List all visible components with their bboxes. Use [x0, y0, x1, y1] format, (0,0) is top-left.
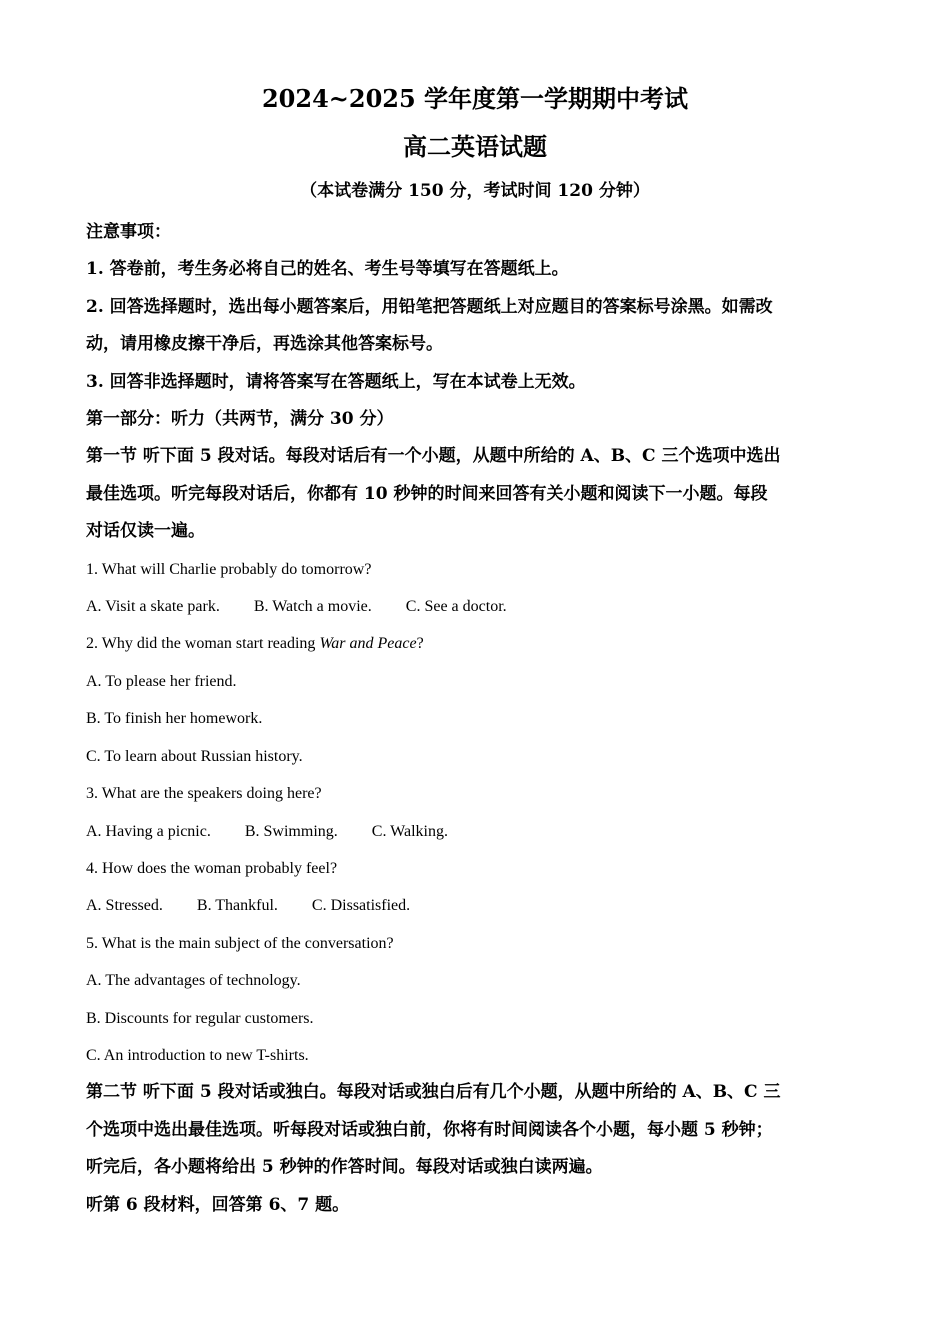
question-1-option-a: A. Visit a skate park.: [86, 598, 220, 616]
question-5-option-b: B. Discounts for regular customers.: [86, 1009, 314, 1027]
section1-instructions-line-3: 对话仅读一遍。: [86, 521, 205, 542]
question-1-option-c: C. See a doctor.: [405, 598, 507, 616]
question-5-option-c: C. An introduction to new T-shirts.: [86, 1046, 309, 1064]
notice-item-2-line-1: 2. 回答选择题时，选出每小题答案后，用铅笔把答题纸上对应题目的答案标号涂黑。如需改: [86, 296, 773, 317]
section2-instructions-line-2: 个选项中选出最佳选项。听每段对话或独白前，你将有时间阅读各个小题，每小题 5 秒钟；: [86, 1119, 773, 1140]
question-2-option-a: A. To please her friend.: [86, 672, 237, 690]
notice-item-2-line-2: 动，请用橡皮擦干净后，再选涂其他答案标号。: [86, 334, 443, 355]
question-3-options: [86, 813, 862, 850]
exam-note: （本试卷满分 150 分，考试时间 120 分钟）: [300, 181, 650, 201]
question-4-options: [86, 887, 862, 924]
section2-instructions-line-3: 听完后，各小题将给出 5 秒钟的作答时间。每段对话或独白读两遍。: [86, 1157, 603, 1178]
question-3-option-c: C. Walking.: [371, 822, 448, 840]
question-4-stem: 4. How does the woman probably feel?: [86, 859, 338, 877]
question-4-option-a: A. Stressed.: [86, 897, 163, 915]
section2-instructions-line-1: 第二节 听下面 5 段对话或独白。每段对话或独白后有几个小题，从题中所给的 A、B、C 三: [86, 1082, 781, 1103]
section1-instructions-line-1: 第一节 听下面 5 段对话。每段对话后有一个小题，从题中所给的 A、B、C 三个选项中选出: [86, 446, 781, 467]
exam-body: [86, 214, 862, 1224]
question-2-stem: [86, 625, 862, 662]
material-6-instruction: 听第 6 段材料，回答第 6、7 题。: [86, 1194, 350, 1215]
question-1-option-b: B. Watch a movie.: [253, 598, 372, 616]
question-4-option-c: C. Dissatisfied.: [311, 897, 411, 915]
question-5-stem: 5. What is the main subject of the conversation?: [86, 934, 394, 952]
question-1-stem: 1. What will Charlie probably do tomorrow?: [86, 560, 372, 578]
question-2-option-b: B. To finish her homework.: [86, 710, 263, 728]
question-5-option-a: A. The advantages of technology.: [86, 972, 301, 990]
question-2-stem-post: ?: [416, 635, 424, 653]
question-3-option-b: B. Swimming.: [244, 822, 338, 840]
question-3-stem: 3. What are the speakers doing here?: [86, 785, 322, 803]
exam-title: 2024~2025 学年度第一学期期中考试: [261, 84, 689, 113]
question-2-stem-pre: 2. Why did the woman start reading: [86, 635, 320, 653]
notice-item-3: 3. 回答非选择题时，请将答案写在答题纸上，写在本试卷上无效。: [86, 371, 586, 392]
question-1-options: [86, 588, 862, 625]
section1-instructions-line-2: 最佳选项。听完每段对话后，你都有 10 秒钟的时间来回答有关小题和阅读下一小题。每段: [86, 483, 768, 504]
question-3-option-a: A. Having a picnic.: [86, 822, 211, 840]
question-2-option-c: C. To learn about Russian history.: [86, 747, 303, 765]
question-4-option-b: B. Thankful.: [196, 897, 278, 915]
notice-heading: 注意事项：: [86, 222, 171, 242]
part1-heading: 第一部分：听力（共两节，满分 30 分）: [86, 409, 394, 430]
question-2-book-title: War and Peace: [319, 635, 417, 653]
notice-item-1: 1. 答卷前，考生务必将自己的姓名、考生号等填写在答题纸上。: [86, 259, 569, 280]
exam-subject: 高二英语试题: [403, 132, 547, 161]
